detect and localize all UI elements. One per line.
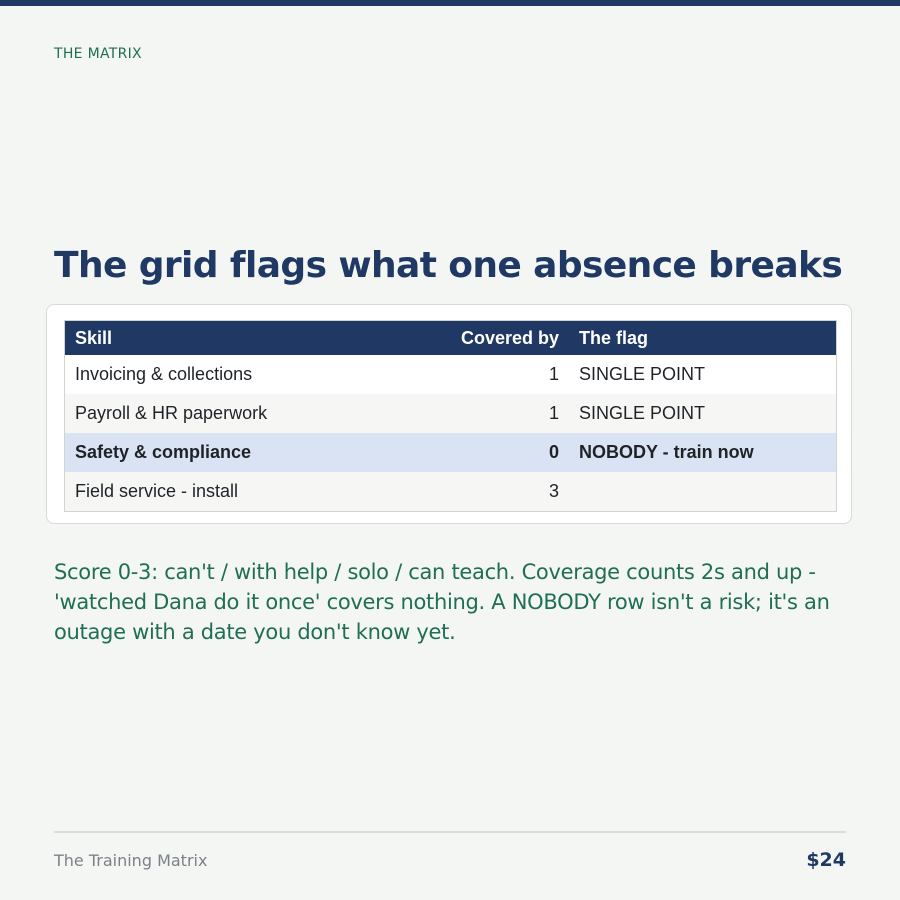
skill-cell: Field service - install [65, 472, 446, 512]
skill-cell: Safety & compliance [65, 433, 446, 472]
table-row-highlighted [65, 433, 837, 472]
flag-cell: SINGLE POINT [569, 394, 837, 433]
matrix-card [46, 304, 852, 524]
scoring-note: Score 0-3: can't / with help / solo / can teach. Coverage counts 2s and up - 'watched Dana do it once' covers nothing. A NOBODY row isn't a risk; it's an outage with a date you don't know yet. [54, 560, 830, 644]
section-kicker: THE MATRIX [54, 46, 142, 62]
covered-by-cell: 0 [445, 433, 569, 472]
table-header-row [65, 321, 837, 356]
table-row [65, 472, 837, 512]
column-header-skill: Skill [65, 321, 446, 356]
covered-by-cell: 1 [445, 394, 569, 433]
flag-cell: SINGLE POINT [569, 355, 837, 394]
covered-by-cell: 3 [445, 472, 569, 512]
top-accent-bar [0, 0, 900, 6]
column-header-covered-by: Covered by [445, 321, 569, 356]
skills-matrix-table [64, 320, 837, 512]
flag-cell [569, 472, 837, 512]
page-title: The grid flags what one absence breaks [54, 245, 843, 286]
table-row [65, 394, 837, 433]
covered-by-cell: 1 [445, 355, 569, 394]
flag-cell: NOBODY - train now [569, 433, 837, 472]
table-row [65, 355, 837, 394]
skill-cell: Invoicing & collections [65, 355, 446, 394]
footer-divider [54, 831, 846, 833]
footer-product-name: The Training Matrix [54, 851, 208, 870]
skill-cell: Payroll & HR paperwork [65, 394, 446, 433]
footer-price: $24 [806, 849, 846, 871]
column-header-flag: The flag [569, 321, 837, 356]
